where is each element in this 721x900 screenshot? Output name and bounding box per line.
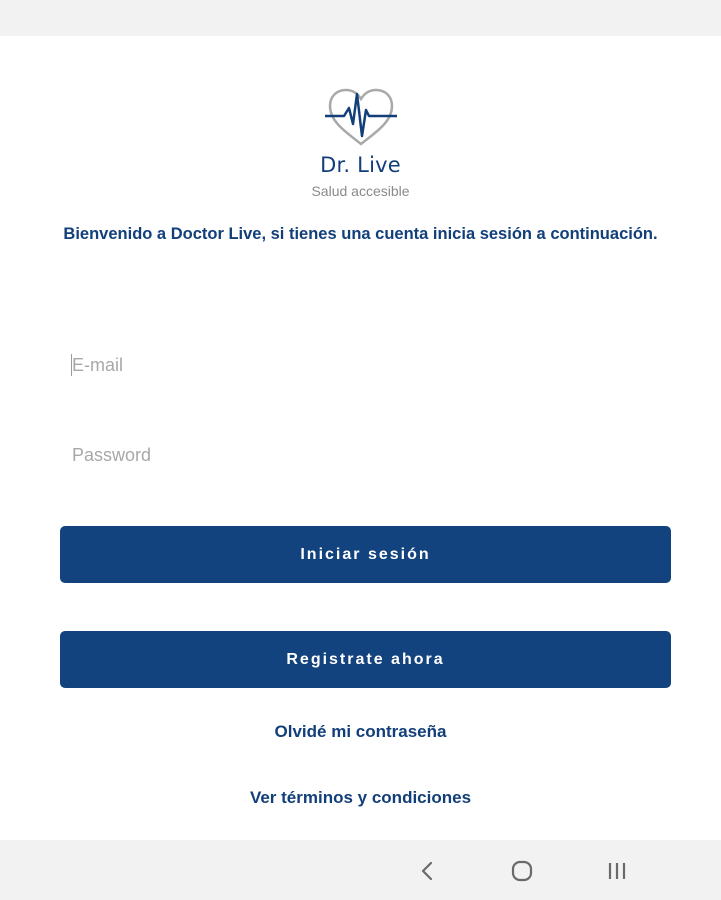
- recents-icon: [606, 861, 628, 881]
- email-field[interactable]: [60, 347, 670, 383]
- back-chevron-icon: [420, 861, 434, 881]
- home-circle-icon: [511, 860, 533, 882]
- login-button[interactable]: Iniciar sesión: [60, 526, 671, 583]
- logo: [0, 86, 721, 148]
- password-field[interactable]: [60, 437, 670, 473]
- navigation-bar: [0, 840, 721, 900]
- brand-tagline: Salud accesible: [311, 183, 410, 199]
- text-cursor: [71, 354, 72, 376]
- welcome-message: Bienvenido a Doctor Live, si tienes una cuenta inicia sesión a continuación.: [63, 225, 658, 243]
- forgot-password-link[interactable]: Olvidé mi contraseña: [274, 722, 447, 741]
- recents-button[interactable]: [602, 858, 632, 884]
- back-button[interactable]: [412, 858, 442, 884]
- home-button[interactable]: [507, 858, 537, 884]
- heart-pulse-icon: [324, 86, 398, 148]
- status-bar: [0, 0, 721, 36]
- register-button[interactable]: Registrate ahora: [60, 631, 671, 688]
- brand-name: Dr. Live: [320, 153, 401, 177]
- terms-link[interactable]: Ver términos y condiciones: [249, 788, 472, 807]
